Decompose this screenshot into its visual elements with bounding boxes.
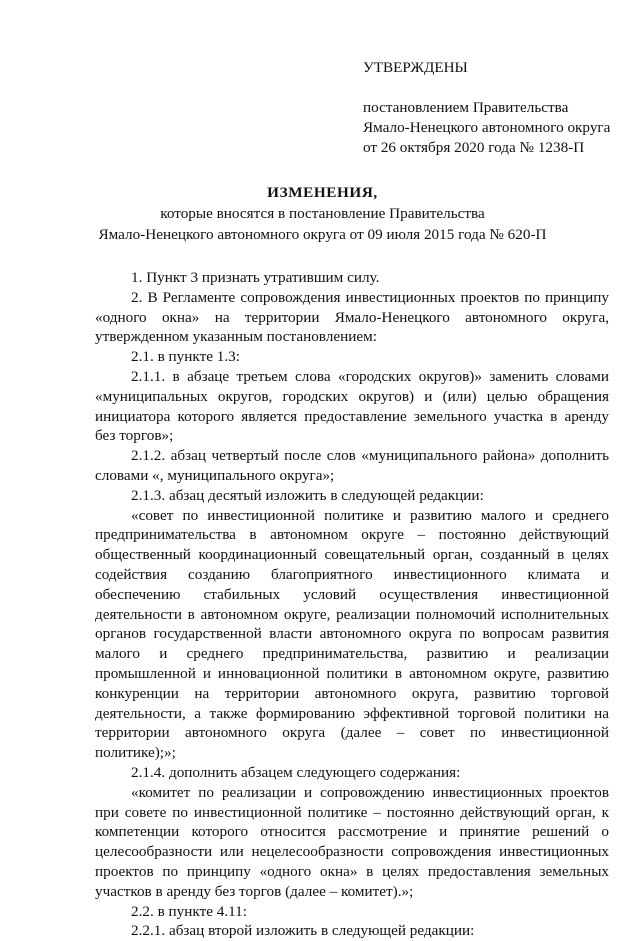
paragraph: 2.1. в пункте 1.3: <box>131 348 240 366</box>
paragraph: 2.1.3. абзац десятый изложить в следующей редакции: <box>131 486 484 504</box>
paragraph: 2. В Регламенте сопровождения инвестиционных проектов по принципу «одного окна» на территории Ямало-Ненецкого автономного округа, утвержденном указанным постановлением: <box>95 288 609 346</box>
approval-stamp <box>363 58 623 158</box>
paragraph: 2.1.1. в абзаце третьем слова «городских округов)» заменить словами «муниципальных округов, городских округов) и (или) целью обращения инициатора которого является предоставление земельного участка в аренду без торгов»; <box>95 367 609 445</box>
paragraph: 2.2.1. абзац второй изложить в следующей редакции: <box>131 922 475 940</box>
paragraph: 2.1.2. абзац четвертый после слов «муниципального района» дополнить словами «, муниципального округа»; <box>95 447 609 484</box>
approved-label: УТВЕРЖДЕНЫ <box>363 59 468 76</box>
quoted-paragraph: «комитет по реализации и сопровождению инвестиционных проектов при совете по инвестиционной политике – постоянно действующий орган, к компетенции которого относится рассмотрение и принятие решений о целесообразности или нецелесообразности сопровождения инвестиционных проектов по принципу «одного окна» в целях предоставления земельных участков в аренду без торгов (далее – комитет).»; <box>95 783 609 900</box>
approval-line-3: от 26 октября 2020 года № 1238-П <box>363 139 585 156</box>
paragraph: 1. Пункт 3 признать утратившим силу. <box>131 269 380 286</box>
title-line-1: которые вносятся в постановление Правительства <box>160 205 485 222</box>
document-title <box>60 182 585 245</box>
document-body <box>95 268 609 941</box>
approval-line-2: Ямало-Ненецкого автономного округа <box>363 119 611 136</box>
paragraph: 2.1.4. дополнить абзацем следующего содержания: <box>131 763 461 781</box>
quoted-paragraph: «совет по инвестиционной политике и развитию малого и среднего предпринимательства в автономном округе – постоянно действующий общественный координационный совещательный орган, созданный в целях содействия созданию благоприятного инвестиционного климата и обеспечению стабильных условий осуществления инвестиционной деятельности в автономном округе, реализации полномочий исполнительных органов государственной власти автономного округа по вопросам развития малого и среднего предпринимательства, развитию и реализации промышленной и инновационной политики в автономном округе, развитию конкуренции на территории автономного округа, развитию торговой деятельности, а также формированию эффективной торговой политики на территории автономного округа (далее – совет по инвестиционной политике);»; <box>95 506 609 762</box>
title-heading: ИЗМЕНЕНИЯ, <box>267 184 378 201</box>
approval-line-1: постановлением Правительства <box>363 99 569 116</box>
title-line-2: Ямало-Ненецкого автономного округа от 09 июля 2015 года № 620-П <box>98 226 547 243</box>
paragraph: 2.2. в пункте 4.11: <box>131 902 247 920</box>
